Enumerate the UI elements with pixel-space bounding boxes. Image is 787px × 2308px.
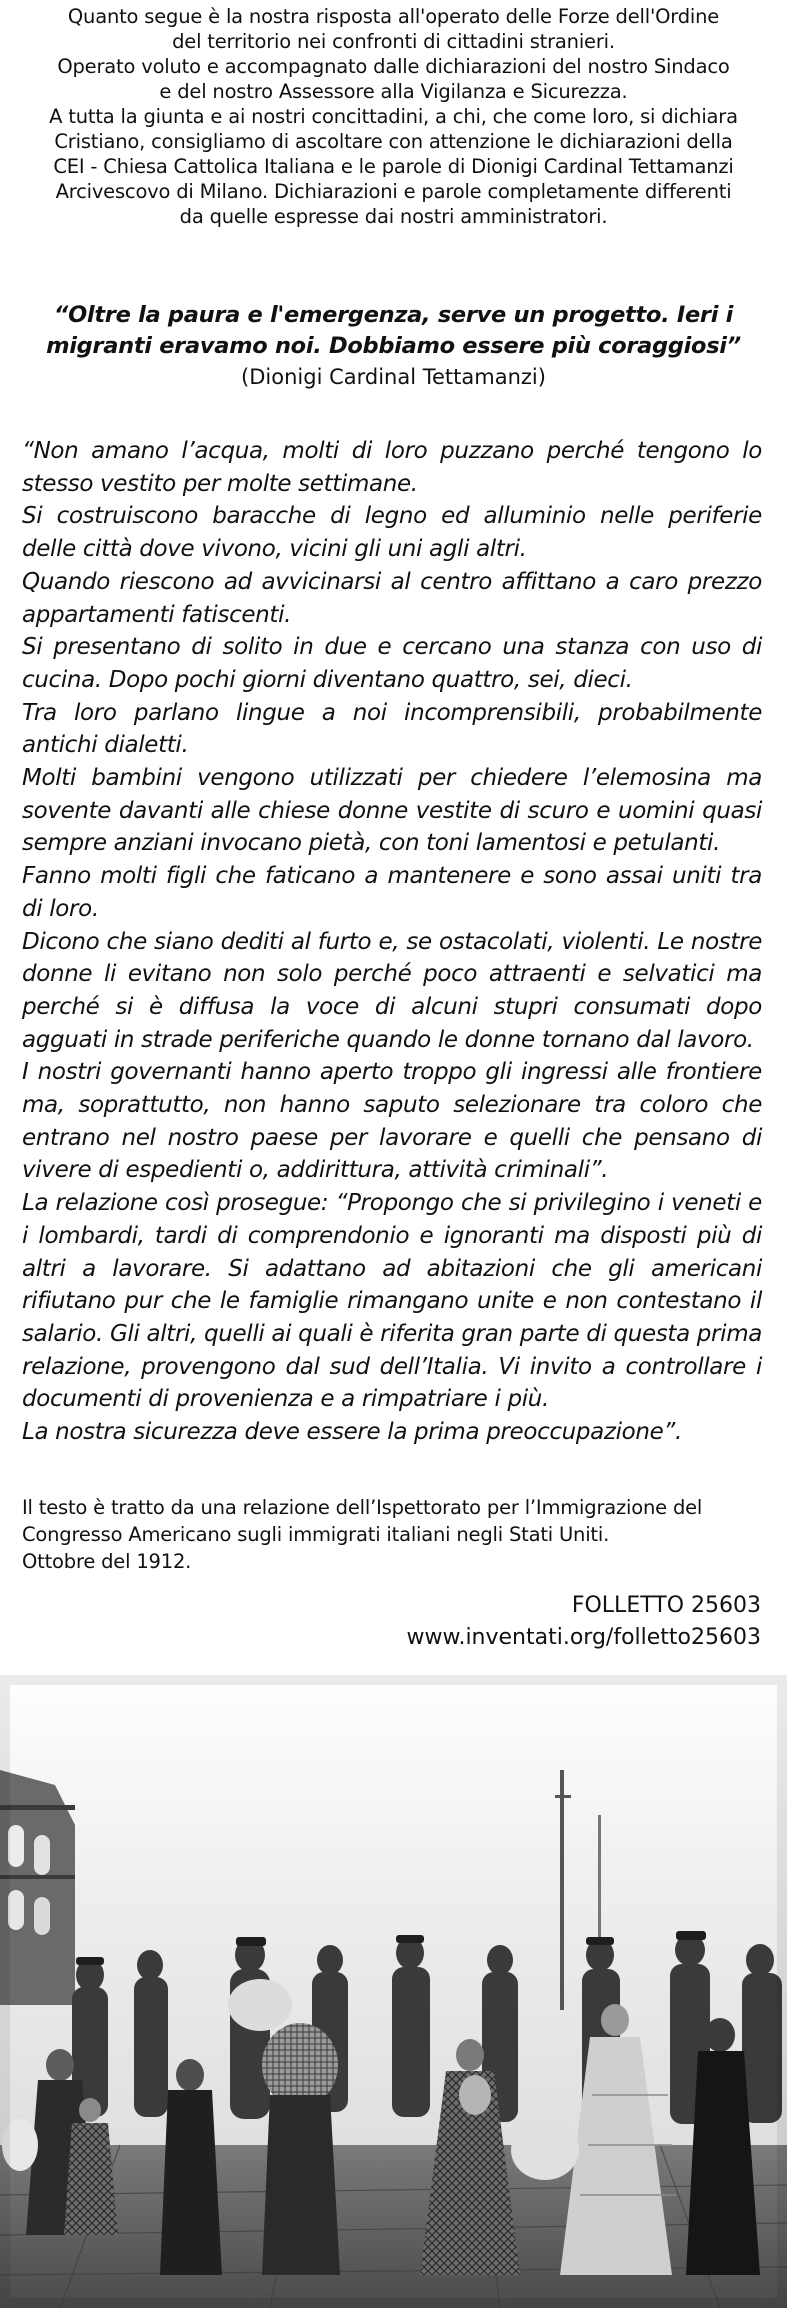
intro-line: da quelle espresse dai nostri amministratori.	[179, 205, 608, 228]
source-note	[22, 1494, 767, 1575]
source-line: Congresso Americano sugli immigrati italiani negli Stati Uniti.	[22, 1523, 610, 1546]
intro-line: del territorio nei confronti di cittadini stranieri.	[172, 30, 615, 53]
signature-name: FOLLETTO 25603	[571, 1593, 761, 1618]
source-line: Il testo è tratto da una relazione dell’Ispettorato per l’Immigrazione del	[22, 1496, 703, 1519]
report-paragraph: La relazione così prosegue: “Propongo che si privilegino i veneti e i lombardi, tardi di comprendonio e ignoranti ma disposti più di altri a lavorare. Si adattano ad abitazioni che gli americani rifiutano pur che le famiglie rimangano unite e non contestano il salario. Gli altri, quelli ai quali è riferita gran parte di questa prima relazione, provengono dal sud dell’Italia. Vi invito a controllare i documenti di provenienza e a rimpatriare i più.	[22, 1190, 762, 1413]
immigrants-photo	[0, 1675, 787, 2308]
intro-line: Operato voluto e accompagnato dalle dichiarazioni del nostro Sindaco	[57, 55, 730, 78]
report-paragraph: La nostra sicurezza deve essere la prima preoccupazione”.	[22, 1419, 682, 1446]
intro-line: Cristiano, consigliamo di ascoltare con attenzione le dichiarazioni della	[54, 130, 733, 153]
intro-line: e del nostro Assessore alla Vigilanza e Sicurezza.	[159, 80, 628, 103]
report-paragraph: Tra loro parlano lingue a noi incomprensibili, probabilmente antichi dialetti.	[22, 699, 762, 759]
signature	[406, 1590, 761, 1654]
signature-url[interactable]: www.inventati.org/folletto25603	[406, 1625, 761, 1650]
intro-line: A tutta la giunta e ai nostri concittadini, a chi, che come loro, si dichiara	[49, 105, 738, 128]
intro-line: CEI - Chiesa Cattolica Italiana e le parole di Dionigi Cardinal Tettamanzi	[53, 155, 734, 178]
report-paragraph: Fanno molti figli che faticano a mantenere e sono assai uniti tra di loro.	[22, 863, 762, 922]
source-line: Ottobre del 1912.	[22, 1550, 192, 1573]
report-excerpt	[22, 435, 762, 1449]
intro-statement	[20, 4, 767, 229]
quote-text: “Oltre la paura e l'emergenza, serve un progetto. Ieri i migranti eravamo noi. Dobbiamo essere più coraggiosi”	[46, 302, 741, 359]
cardinal-quote	[20, 300, 767, 392]
report-paragraph: “Non amano l’acqua, molti di loro puzzano perché tengono lo stesso vestito per molte settimane.	[22, 438, 762, 497]
quote-author: (Dionigi Cardinal Tettamanzi)	[241, 365, 546, 389]
building-left	[0, 1770, 75, 2005]
report-paragraph: I nostri governanti hanno aperto troppo gli ingressi alle frontiere ma, soprattutto, non hanno saputo selezionare tra coloro che entrano nel nostro paese per lavorare e quelli che pensano di vivere di espedienti o, addirittura, attività criminali”.	[22, 1059, 762, 1184]
intro-line: Quanto segue è la nostra risposta all'operato delle Forze dell'Ordine	[67, 5, 720, 28]
report-paragraph: Molti bambini vengono utilizzati per chiedere l’elemosina ma sovente davanti alle chiese donne vestite di scuro e uomini quasi sempre anziani invocano pietà, con toni lamentosi e petulanti.	[22, 765, 762, 857]
report-paragraph: Quando riescono ad avvicinarsi al centro affittano a caro prezzo appartamenti fatiscenti.	[22, 568, 762, 628]
report-paragraph: Si presentano di solito in due e cercano una stanza con uso di cucina. Dopo pochi giorni diventano quattro, sei, dieci.	[22, 634, 762, 693]
report-paragraph: Dicono che siano dediti al furto e, se ostacolati, violenti. Le nostre donne li evitano non solo perché poco attraenti e selvatici ma perché si è diffusa la voce di alcuni stupri consumati dopo agguati in strade periferiche quando le donne tornano dal lavoro.	[22, 928, 762, 1053]
intro-line: Arcivescovo di Milano. Dichiarazioni e parole completamente differenti	[55, 180, 732, 203]
report-paragraph: Si costruiscono baracche di legno ed alluminio nelle periferie delle città dove vivono, vicini gli uni agli altri.	[22, 503, 762, 563]
